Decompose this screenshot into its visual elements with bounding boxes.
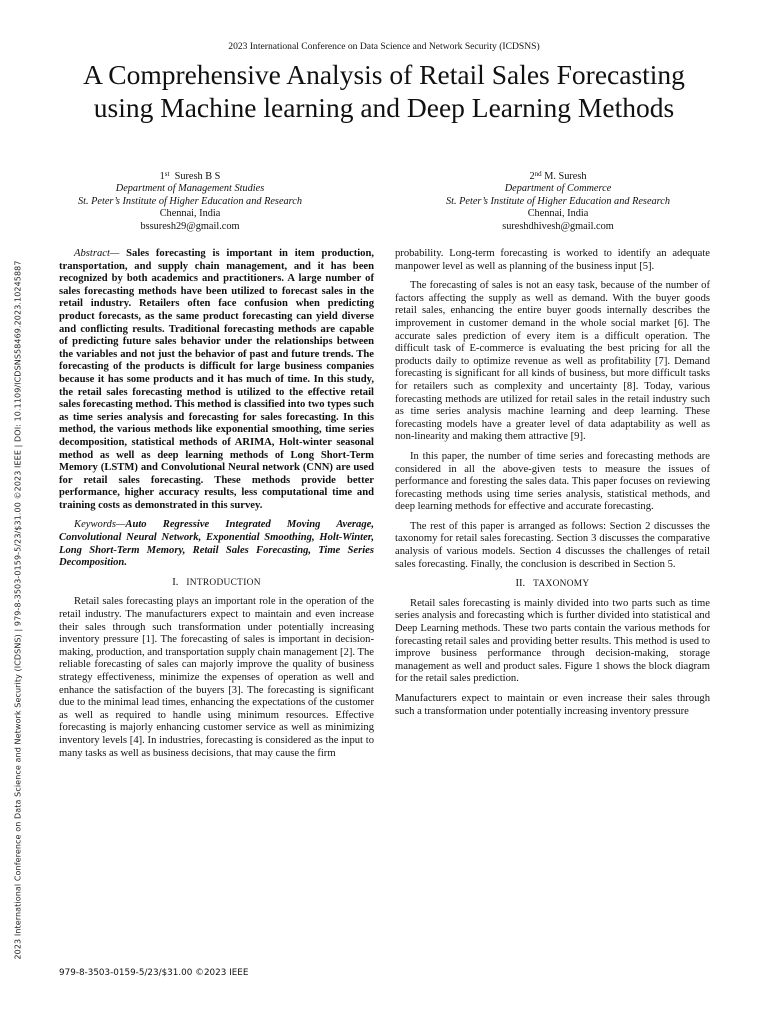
body-paragraph: The forecasting of sales is not an easy task, because of the number of factors affecting the supply as well as demand. With the buyer goods retail sales, enhancing the entire buyer goods internally describes the improvement in customer demand in the whole social market [6]. The accurate sales prediction of every item is a difficult operation. The difficult task of E-commerce is evaluating the best pricing for all the products daily to optimize revenue as well as profitability [7]. Demand forecasting is significant for all kinds of business, but more difficult tasks for retailers such as complexity and uncertainty [8]. Today, various forecasting methods are utilized for retail sales in the retail industry such as time series analysis machine learning and deep learning. These forecasting models have a greater level of data adaptability as well as non-linearity and making them attractive [9]. — [395, 280, 710, 443]
body-paragraph: The rest of this paper is arranged as follows: Section 2 discusses the taxonomy for retail sales forecasting. Section 3 discusses the comparative analysis of various models. Section 4 discusses the challenges of retail sales forecasting. Finally, the conclusion is described in Section 5. — [395, 520, 710, 570]
side-watermark — [10, 260, 26, 960]
author-email[interactable]: bssuresh29@gmail.com — [140, 220, 240, 232]
author-department: Department of Management Studies — [115, 183, 265, 195]
author-institute: St. Peter’s Institute of Higher Education and Research — [445, 195, 671, 207]
author-department: Department of Commerce — [504, 183, 612, 195]
side-citation-text: 2023 International Conference on Data Science and Network Security (ICDSNS) | 979-8-3503-0159-5/23/$31.00 ©2023 IEEE | DOI: 10.1109/ICDSNS58469.2023.10245887 — [13, 260, 23, 960]
author-email[interactable]: sureshdhivesh@gmail.com — [502, 220, 614, 232]
body-paragraph: In this paper, the number of time series and forecasting methods are considered in all the above-given tests to measure the issues of performance and foresting the sales data. This paper focuses on reviewing forecasting methods using time series analysis, statistical methods, and deep learning methods for effective and accurate forecasting. — [395, 450, 710, 513]
abstract-label: Abstract— — [74, 248, 120, 259]
conference-header: 2023 International Conference on Data Science and Network Security (ICDSNS) — [228, 41, 540, 52]
taxonomy-paragraph: Manufacturers expect to maintain or even increase their sales through such a transformation under potentially increasing inventory pressure — [395, 693, 710, 717]
author-institute: St. Peter’s Institute of Higher Education and Research — [77, 195, 303, 207]
copyright-footer: 979-8-3503-0159-5/23/$31.00 ©2023 IEEE — [59, 968, 249, 978]
intro-paragraph: Retail sales forecasting plays an important role in the operation of the retail industry. The manufacturers expect to maintain and even increase their sales through such transformation under potentially increasing inventory pressure [1]. The forecasting of sales is important in decision-making, production, and transportation supply chain management [2]. The reliable forecasting of sales can majorly improve the quality of business strategy effectiveness, minimize the expenses of operation as well and enhance the satisfaction of the buyers [3]. The forecasting is significant due to the minimal lead times, enhancing the expectations of the customer as well as required to handle using minimum resources. Effective forecasting is majorly enhancing customer service as well as minimizing inventory levels [4]. In industries, forecasting is considered as the input to many tasks as well as business decisions, that may cause the firm — [59, 596, 374, 759]
taxonomy-paragraph: Retail sales forecasting is mainly divided into two parts such as time series analysis and forecasting which is further divided into statistical and Deep Learning methods. These two parts contain the various methods for forecasting retail sales and providing better results. This method is used to improve business performance through decision-making, storage management as well and product sales. Figure 1 shows the block diagram for the retail sales prediction. — [395, 597, 710, 685]
author-block-1 — [25, 168, 355, 233]
right-column — [395, 248, 710, 725]
section-heading-taxonomy: II. TAXONOMY — [515, 578, 590, 590]
section-heading-introduction: I. INTRODUCTION — [172, 576, 261, 588]
intro-continued-paragraph: probability. Long-term forecasting is worked to identify an adequate manpower level as well as planning of the business input [5]. — [395, 248, 710, 272]
author-block-2 — [393, 168, 723, 233]
author-name: 1st Suresh B S — [159, 170, 221, 182]
keywords — [59, 519, 374, 569]
keywords-label: Keywords— — [74, 519, 126, 531]
keywords-text: Auto Regressive Integrated Moving Average, Convolutional Neural Network, Exponential Smoothing, Holt-Winter, Long Short-Term Memory, Retail Sales Forecasting, Time Series Decomposition. — [59, 519, 374, 569]
abstract-text: Sales forecasting is important in item production, transportation, and supply chain management, and it has been recognized by both academics and practitioners. A large number of sales forecasting methods have been utilized to forecast sales in the retail industry. Retailers often face confusion when predicting product forecasts, as the same product forecasting can yield diverse and conflicting results. Traditional forecasting methods are capable of predicting future sales behavior under the relationships between the variables and not just the behavior of past and future trends. The forecasting of the products is difficult for large business companies because it has some products and it has much of time. In this study, the retail sales forecasting method is utilized to the effective retail sales forecasting method. This method is classified into two types such as time series analysis and forecasting for sales forecasting. In this method, the various methods like exponential smoothing, time series decomposition, statistical methods of ARIMA, Holt-winter seasonal method as well as deep learning methods of Long Short-Term Memory (LSTM) and Convolutional Neural network (CNN) are used for retail sales forecasting. These methods provide better performance, higher accuracy results, less computational time and training costs as demonstrated in this survey. — [59, 248, 374, 511]
author-name: 2nd M. Suresh — [529, 170, 587, 182]
author-location: Chennai, India — [159, 208, 221, 220]
abstract — [59, 248, 374, 512]
paper-title: A Comprehensive Analysis of Retail Sales Forecasting using Machine learning and Deep Learning Methods — [83, 59, 685, 123]
author-location: Chennai, India — [527, 208, 589, 220]
left-column — [59, 248, 374, 767]
